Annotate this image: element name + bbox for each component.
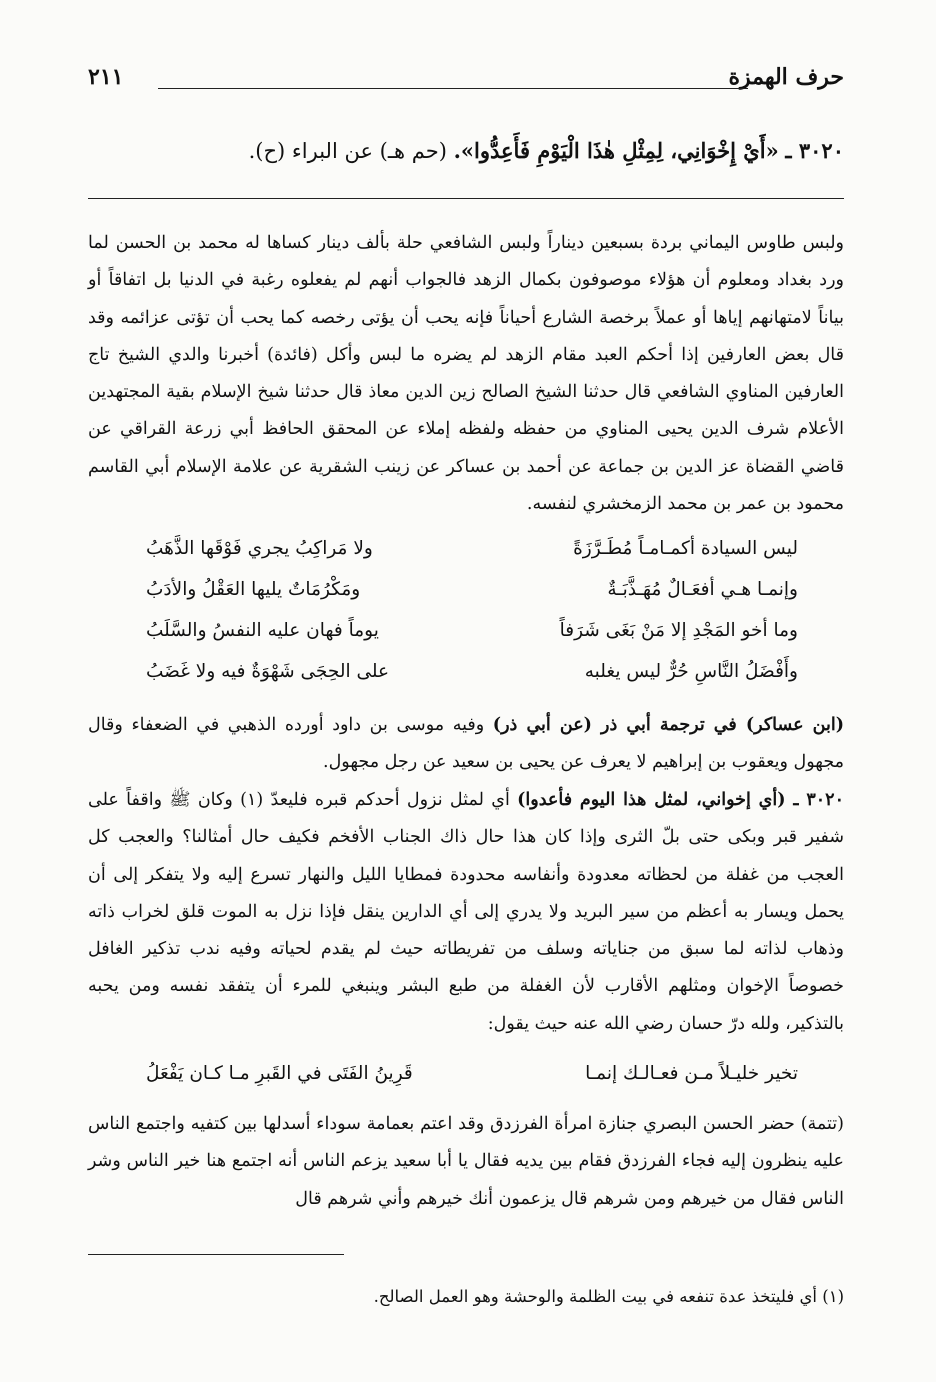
footnote: (١) أي فليتخذ عدة تنفعه في بيت الظلمة والوحشة وهو العمل الصالح.: [373, 1287, 844, 1306]
commentary-paragraph-3: [88, 782, 844, 1043]
commentary-paragraph-2: [88, 707, 844, 782]
poem: [146, 538, 798, 702]
hemistich-first: تخير خليـلاً مـن فعـالـك إنمـا: [585, 1063, 798, 1084]
page-number: ٢١١: [88, 64, 124, 90]
source-citation: (ابن عساكر) في ترجمة أبي ذر (عن أبي ذر): [492, 715, 844, 735]
hadith-text: «أَيْ إِخْوَانِي، لِمِثْلِ هٰذَا الْيَوْمِ فَأَعِدُّوا».: [453, 138, 779, 163]
hadith-explanation: أي لمثل نزول أحدكم قبره فليعدّ (١) وكان ﷺ واقفاً على شفير قبر وبكى حتى بلّ الثرى وإذا كان هذا حال ذاك الجناب الأفخم فكيف حال أمثالنا؟ والعجب كل العجب من غفلة من لحظاته معدودة وأنفاسه محدودة فمطايا الليل والنهار تسرع إليه ولا يتفكر إلى أن يحمل ويسار به أعظم من سير البريد ولا يدري إلى أي الدارين ينقل فإذا نزل به الموت قلق لخراب ذاته وذهاب لذاته لما سبق من جناياته وسلف من تفريطاته حيث لم يقدم لحياته وفيه ندب تذكير الغافل خصوصاً الإخوان ومثلهم الأقارب لأن الغفلة من طبع البشر وينبغي للمرء أن يتفقد نفسه ومن يحبه بالتذكير، ولله درّ حسان رضي الله عنه حيث يقول:: [88, 790, 844, 1034]
footnote-rule: [88, 1254, 344, 1255]
hemistich-first: ليس السيادة أكمـامـاً مُطَـرَّزَةً: [573, 538, 798, 559]
hadith-lead: ٣٠٢٠ ـ (أي إخواني، لمثل هذا اليوم فأعدوا): [517, 790, 844, 810]
chapter-title: حرف الهمزة: [728, 64, 844, 90]
hemistich-first: وإنمـا هـي أفعَـالٌ مُهَـذَّبَـةٌ: [607, 579, 798, 600]
poem-verse: [146, 620, 798, 661]
commentary-paragraph-1: ولبس طاوس اليماني بردة بسبعين ديناراً ولبس الشافعي حلة بألف دينار كساها له محمد بن الحسن لما ورد بغداد ومعلوم أن هؤلاء موصوفون بكمال الزهد فالجواب أنهم لم يفعلوه رغبة في الدنيا بل اتفاقاً أو بياناً لامتهانهم إياها أو عملاً برخصة الشارع أحياناً فإنه يحب أن يؤتى رخصه كما يحب أن تؤتى عزائمه وقد قال بعض العارفين إذا أحكم العبد مقام الزهد لم يضره ما لبس وأكل (فائدة) أخبرنا والدي الشيخ تاج العارفين المناوي الشافعي قال حدثنا الشيخ الصالح زين الدين معاذ قال حدثنا شيخ الإسلام بقية المجتهدين الأعلام شرف الدين يحيى المناوي من حفظه ولفظه إملاء عن المحقق الحافظ أبي زرعة القراقي عن قاضي القضاة عز الدين بن جماعة عن أحمد بن عساكر عن زينب الشقرية عن علامة الإسلام أبي القاسم محمود بن عمر بن محمد الزمخشري لنفسه.: [88, 233, 844, 515]
hadith-source: (حم هـ) عن البراء (ح).: [248, 139, 447, 163]
page-header: [88, 64, 844, 100]
hemistich-second: ومَكْرُمَاتٌ يليها العَقْلُ والأدَبُ: [146, 579, 361, 600]
hemistich-first: وأَفْضَلُ النَّاسِ حُرٌّ ليس يغلبه: [584, 661, 798, 682]
hemistich-first: وما أخو المَجْدِ إلا مَنْ بَغَى شَرَفاً: [559, 620, 798, 641]
hemistich-second: ولا مَراكِبُ يجري فَوْقَها الذَّهَبُ: [146, 538, 373, 559]
hadith-main: [180, 138, 844, 163]
header-rule: [158, 88, 748, 89]
hemistich-second: يوماً فهان عليه النفسُ والسَّلَبُ: [146, 620, 379, 641]
hassan-verse: [146, 1063, 798, 1084]
main-separator: [88, 198, 844, 199]
source-note: وفيه موسى بن داود أورده الذهبي في الضعفاء وقال مجهول ويعقوب بن إبراهيم لا يعرف عن يحيى بن سعيد عن رجل مجهول.: [88, 715, 844, 773]
hemistich-second: على الحِجَى شَهْوَةٌ فيه ولا غَضَبُ: [146, 661, 390, 682]
poem-verse: [146, 579, 798, 620]
poem-verse: [146, 538, 798, 579]
commentary-paragraph-4: (تتمة) حضر الحسن البصري جنازة امرأة الفرزدق وقد اعتم بعمامة سوداء أسدلها بين كتفيه واجتمع الناس عليه ينظرون إليه فجاء الفرزدق فقام بين يديه فقال يا أبا سعيد يزعم الناس أنه اجتمع هنا خير الناس وشر الناس فقال من خيرهم ومن شرهم قال يزعمون أنك خيرهم وأني شرهم قال: [88, 1114, 844, 1209]
poem-verse: [146, 661, 798, 702]
hemistich-second: قَرِينُ الفَتَى في القَبرِ مـا كـان يَفْعَلُ: [146, 1063, 413, 1084]
hadith-number: ٣٠٢٠ ـ: [785, 138, 844, 163]
